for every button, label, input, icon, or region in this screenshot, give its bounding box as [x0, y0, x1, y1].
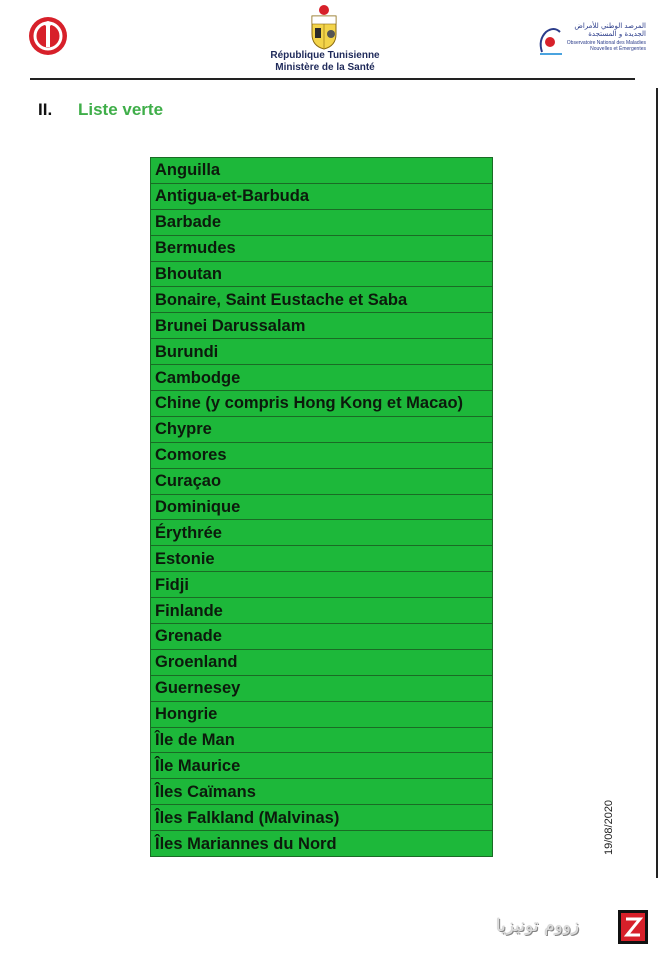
- country-cell: Fidji: [151, 572, 493, 598]
- country-cell: Brunei Darussalam: [151, 313, 493, 339]
- table-row: [151, 572, 493, 598]
- table-row: [151, 287, 493, 313]
- country-cell: Estonie: [151, 546, 493, 572]
- country-cell: Grenade: [151, 624, 493, 650]
- country-cell: Burundi: [151, 339, 493, 365]
- green-list-table: [150, 157, 493, 857]
- right-margin-rule: [656, 88, 658, 878]
- table-row: [151, 442, 493, 468]
- table-row: [151, 624, 493, 650]
- table-row: [151, 779, 493, 805]
- tunisia-emblem-icon: [304, 4, 344, 50]
- table-row: [151, 468, 493, 494]
- country-cell: Bermudes: [151, 235, 493, 261]
- ministry-logo-icon: [28, 16, 68, 56]
- table-row: [151, 753, 493, 779]
- table-row: [151, 391, 493, 417]
- government-title: [220, 50, 430, 74]
- country-cell: Îles Falkland (Malvinas): [151, 805, 493, 831]
- table-row: [151, 805, 493, 831]
- country-cell: Barbade: [151, 209, 493, 235]
- table-row: [151, 158, 493, 184]
- table-row: [151, 416, 493, 442]
- country-cell: Cambodge: [151, 365, 493, 391]
- ministry-name: Ministère de la Santé: [275, 62, 375, 73]
- table-row: [151, 649, 493, 675]
- country-cell: Érythrée: [151, 520, 493, 546]
- country-name: République Tunisienne: [270, 50, 380, 61]
- country-cell: Hongrie: [151, 701, 493, 727]
- country-cell: Chine (y compris Hong Kong et Macao): [151, 391, 493, 417]
- observatory-french-name: Observatoire National des Maladies Nouvelles et Émergentes: [566, 40, 646, 52]
- table-row: [151, 727, 493, 753]
- table-row: [151, 520, 493, 546]
- country-cell: Dominique: [151, 494, 493, 520]
- observatory-logo: [536, 22, 646, 62]
- country-cell: Île de Man: [151, 727, 493, 753]
- header-divider: [30, 78, 635, 80]
- table-row: [151, 675, 493, 701]
- country-cell: Finlande: [151, 598, 493, 624]
- section-title: Liste verte: [78, 100, 164, 119]
- table-row: [151, 494, 493, 520]
- country-cell: Comores: [151, 442, 493, 468]
- table-row: [151, 183, 493, 209]
- document-header: [0, 0, 665, 80]
- table-row: [151, 546, 493, 572]
- country-cell: Groenland: [151, 649, 493, 675]
- country-cell: Bhoutan: [151, 261, 493, 287]
- section-number: II.: [38, 100, 53, 119]
- observatory-logo-icon: [536, 24, 564, 58]
- table-row: [151, 598, 493, 624]
- country-cell: Île Maurice: [151, 753, 493, 779]
- country-cell: Antigua-et-Barbuda: [151, 183, 493, 209]
- observatory-arabic-name: المرصد الوطني للأمراض الجديدة و المستجدة: [574, 22, 646, 38]
- table-row: [151, 261, 493, 287]
- table-row: [151, 831, 493, 857]
- table-row: [151, 235, 493, 261]
- country-cell: Anguilla: [151, 158, 493, 184]
- watermark-logo-icon: [618, 910, 648, 944]
- country-cell: Chypre: [151, 416, 493, 442]
- site-watermark: [496, 910, 652, 944]
- country-cell: Bonaire, Saint Eustache et Saba: [151, 287, 493, 313]
- table-row: [151, 365, 493, 391]
- section-heading: [38, 100, 163, 120]
- watermark-text: زووم تونيزيا: [496, 916, 580, 936]
- country-cell: Îles Caïmans: [151, 779, 493, 805]
- country-cell: Guernesey: [151, 675, 493, 701]
- country-cell: Îles Mariannes du Nord: [151, 831, 493, 857]
- document-date: 19/08/2020: [603, 799, 615, 855]
- table-row: [151, 701, 493, 727]
- table-row: [151, 209, 493, 235]
- country-cell: Curaçao: [151, 468, 493, 494]
- table-row: [151, 313, 493, 339]
- table-row: [151, 339, 493, 365]
